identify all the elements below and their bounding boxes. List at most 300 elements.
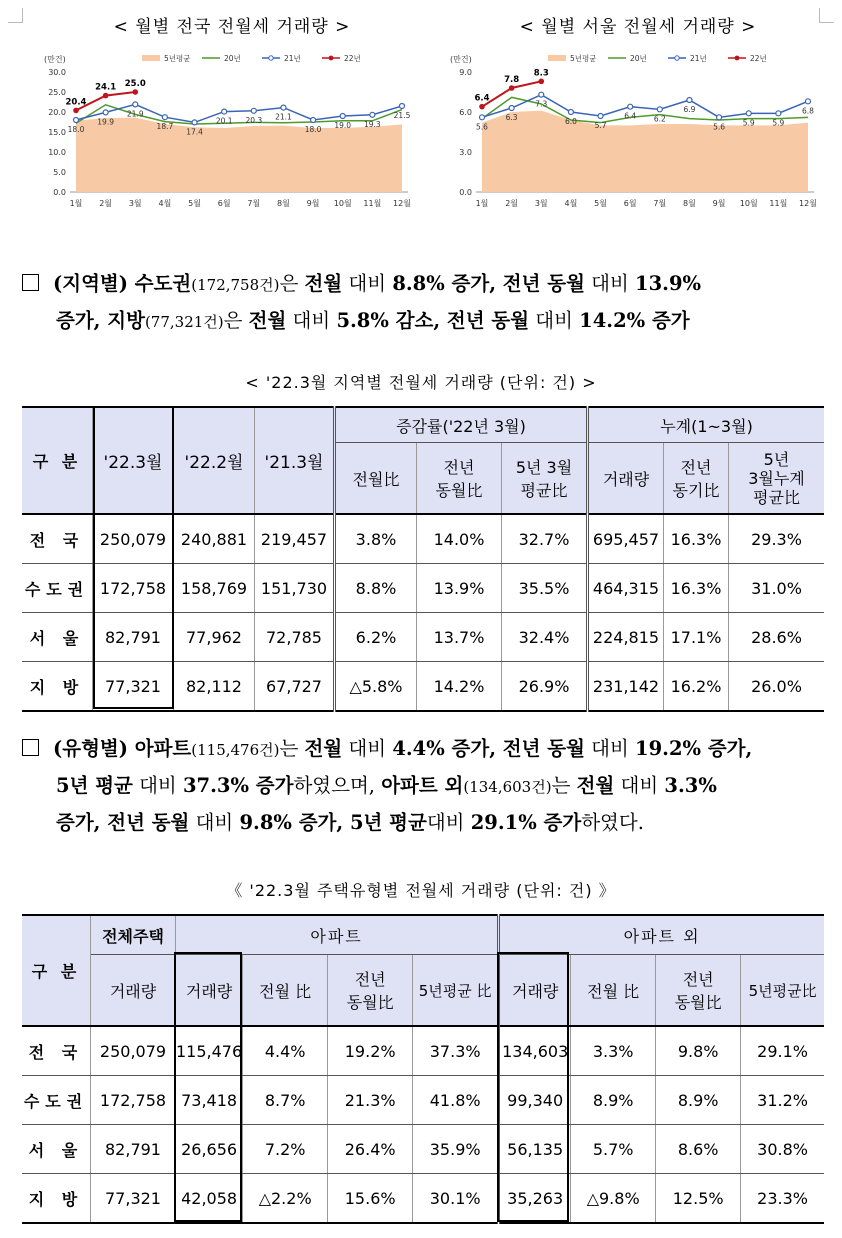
- point-2022: [103, 93, 109, 99]
- text-segment: 3.3%: [664, 774, 717, 797]
- header-line: 5년 3월: [515, 458, 573, 477]
- table-cell: 35.9%: [413, 1125, 499, 1174]
- table-cell: 158,769: [174, 564, 255, 613]
- y-tick-label: 0.0: [459, 188, 472, 197]
- text-segment: 14.2% 증가: [579, 309, 690, 332]
- table-cell: 30.1%: [413, 1174, 499, 1224]
- data-label-2021: 19.9: [97, 117, 114, 127]
- checkbox-bullet-icon: [22, 739, 39, 756]
- text-segment: 19.2% 증가,: [635, 737, 753, 760]
- row-label: 전 국: [22, 514, 93, 564]
- table-cell: 72,785: [255, 613, 335, 662]
- table-row: [22, 1125, 824, 1174]
- text-segment: 대비: [614, 774, 665, 797]
- table-cell: 464,315: [588, 564, 664, 613]
- table-cell: 35,263: [499, 1174, 571, 1224]
- table-cell: 8.9%: [571, 1076, 656, 1125]
- table-cell: 26.0%: [729, 662, 825, 712]
- data-label-2021: 7.3: [535, 99, 548, 109]
- table-cell: 82,791: [91, 1125, 176, 1174]
- header-line: 동월比: [674, 993, 722, 1012]
- table-cell: 172,758: [93, 564, 174, 613]
- table-cell: 16.3%: [664, 564, 729, 613]
- table-cell: 30.8%: [741, 1125, 824, 1174]
- text-segment: 5.8% 감소, 전년 동월: [336, 309, 530, 332]
- point-2021: [162, 115, 167, 120]
- table-cell: 21.3%: [328, 1076, 413, 1125]
- point-2022: [538, 79, 544, 85]
- x-tick-label: 4월: [564, 199, 578, 208]
- table-row: [22, 514, 824, 564]
- table-cell: 8.8%: [335, 564, 417, 613]
- header-non-count: 거래량: [499, 955, 571, 1027]
- table-cell: 28.6%: [729, 613, 825, 662]
- point-2021: [400, 104, 405, 109]
- table-cell: 56,135: [499, 1125, 571, 1174]
- point-2021: [717, 115, 722, 120]
- table-row: [22, 662, 824, 712]
- header-line: 평균比: [520, 481, 568, 500]
- table-row: [22, 613, 824, 662]
- text-segment: (지역별) 수도권: [53, 272, 192, 295]
- table-cell: 250,079: [93, 514, 174, 564]
- text-segment: 4.4% 증가, 전년 동월: [392, 737, 585, 760]
- legend-label: 22년: [750, 54, 767, 63]
- legend-marker: [675, 56, 679, 60]
- header-avg: [502, 443, 588, 515]
- data-label-2022: 6.4: [474, 93, 490, 104]
- y-tick-label: 30.0: [48, 68, 66, 77]
- table-cell: 26,656: [176, 1125, 243, 1174]
- row-label: 수도권: [22, 1076, 91, 1125]
- data-label-2021: 5.9: [772, 118, 785, 128]
- text-segment: 대비: [286, 309, 337, 332]
- data-label-2021: 20.3: [245, 115, 263, 125]
- summary-text: [56, 309, 690, 332]
- point-2021: [192, 120, 197, 125]
- table-cell: 42,058: [176, 1174, 243, 1224]
- summary-line-2: [22, 768, 822, 805]
- header-line: 동월比: [346, 993, 394, 1012]
- table-cell: 219,457: [255, 514, 335, 564]
- table-cell: 14.0%: [417, 514, 502, 564]
- text-segment: 전월: [248, 309, 287, 332]
- legend-label: 5년평균: [164, 54, 191, 63]
- summary-region: [22, 266, 822, 340]
- header-gubun: 구 분: [22, 915, 91, 1026]
- table-cell: △9.8%: [571, 1174, 656, 1224]
- data-label-2021: 5.9: [742, 118, 755, 128]
- table2-caption: 《 '22.3월 주택유형별 전월세 거래량 (단위: 건) 》: [226, 881, 616, 900]
- table-cell: △5.8%: [335, 662, 417, 712]
- point-2021: [311, 118, 316, 123]
- legend-label: 21년: [690, 54, 707, 63]
- data-label-2021: 6.0: [564, 117, 577, 126]
- table-cell: 3.8%: [335, 514, 417, 564]
- x-tick-label: 10월: [739, 199, 758, 208]
- summary-text: [56, 811, 644, 834]
- point-2021: [370, 112, 375, 117]
- y-tick-label: 10.0: [48, 148, 66, 157]
- table-cell: 8.7%: [243, 1076, 328, 1125]
- point-2021: [133, 102, 138, 107]
- regional-table: [22, 406, 824, 712]
- text-segment: (115,476건): [191, 741, 280, 759]
- table-cell: 134,603: [499, 1026, 571, 1076]
- x-tick-label: 4월: [158, 199, 172, 208]
- table-cell: 99,340: [499, 1076, 571, 1125]
- x-tick-label: 1월: [475, 199, 489, 208]
- summary-text: [56, 774, 717, 797]
- table-cell: 9.8%: [656, 1026, 741, 1076]
- table-cell: 73,418: [176, 1076, 243, 1125]
- table-cell: 77,321: [91, 1174, 176, 1224]
- y-tick-label: 0.0: [53, 188, 66, 197]
- point-2022: [509, 85, 515, 91]
- table-row: [22, 1076, 824, 1125]
- header-line: 5년: [763, 449, 790, 469]
- legend-swatch: [142, 55, 160, 61]
- table-cell: 4.4%: [243, 1026, 328, 1076]
- header-month: '21.3월: [255, 407, 335, 514]
- header-yoy: [417, 443, 502, 515]
- text-segment: 증가, 지방: [56, 309, 145, 332]
- table-cell: 17.1%: [664, 613, 729, 662]
- header-line: 전년: [443, 458, 475, 477]
- chart-seoul-monthly: [448, 12, 828, 222]
- x-tick-label: 5월: [594, 199, 607, 208]
- point-2022: [73, 108, 79, 114]
- chart-title: < 월별 전국 전월세 거래량 >: [113, 17, 351, 37]
- table-cell: 8.9%: [656, 1076, 741, 1125]
- table-cell: 26.9%: [502, 662, 588, 712]
- table-cell: 29.1%: [741, 1026, 824, 1076]
- header-non-yoy: [656, 955, 741, 1027]
- summary-line-3: [22, 805, 822, 841]
- legend-marker: [329, 56, 334, 61]
- data-label-2021: 18.7: [156, 122, 174, 132]
- summary-text: [53, 272, 701, 295]
- header-count: 거래량: [91, 955, 176, 1027]
- row-label: 서 울: [22, 613, 93, 662]
- table-cell: 14.2%: [417, 662, 502, 712]
- table-row: [22, 564, 824, 613]
- text-segment: (134,603건): [463, 778, 552, 796]
- header-cum-yoy: [664, 443, 729, 515]
- header-apartment: 아파트: [176, 915, 499, 955]
- data-label-2021: 6.4: [624, 111, 637, 121]
- text-segment: 전월: [304, 737, 343, 760]
- chart-svg: [448, 42, 828, 222]
- summary-line-2: [22, 303, 822, 340]
- text-segment: 하였다.: [581, 811, 644, 834]
- table-cell: 37.3%: [413, 1026, 499, 1076]
- legend-marker: [269, 56, 273, 60]
- header-line: 전년: [354, 970, 386, 989]
- text-segment: 전월: [576, 774, 615, 797]
- row-label: 서 울: [22, 1125, 91, 1174]
- row-label: 전 국: [22, 1026, 91, 1076]
- header-month: '22.3월: [93, 407, 174, 514]
- data-label-2021: 18.0: [304, 125, 322, 134]
- data-label-2021: 6.2: [653, 114, 666, 124]
- header-month: '22.2월: [174, 407, 255, 514]
- text-segment: 대비: [189, 811, 240, 834]
- data-label-2021: 21.5: [393, 111, 411, 120]
- text-segment: 는: [551, 774, 577, 797]
- data-label-2021: 5.7: [594, 121, 607, 130]
- data-label-2021: 5.6: [713, 122, 726, 132]
- table-cell: 13.9%: [417, 564, 502, 613]
- data-label-2022: 8.3: [533, 68, 549, 79]
- point-2021: [251, 108, 256, 113]
- x-tick-label: 2월: [505, 199, 519, 208]
- data-label-2022: 24.1: [95, 82, 117, 93]
- point-2021: [509, 106, 514, 111]
- header-line: 동월比: [435, 481, 483, 500]
- text-segment: 29.1% 증가: [470, 811, 582, 834]
- legend-marker: [735, 56, 740, 61]
- header-apt-yoy: [328, 955, 413, 1027]
- point-2021: [746, 111, 751, 116]
- header-line: 전년: [682, 970, 714, 989]
- table-cell: 16.3%: [664, 514, 729, 564]
- chart-title: < 월별 서울 전월세 거래량 >: [519, 17, 757, 37]
- point-2021: [806, 99, 811, 104]
- point-2021: [539, 92, 544, 97]
- data-label-2021: 6.3: [505, 113, 518, 122]
- unit-label: (만건): [44, 55, 66, 64]
- text-segment: (77,321건): [144, 313, 224, 331]
- x-tick-label: 8월: [277, 199, 290, 208]
- header-line: 평균比: [753, 487, 800, 507]
- x-tick-label: 2월: [99, 199, 113, 208]
- table-cell: 151,730: [255, 564, 335, 613]
- header-gubun: 구 분: [22, 407, 93, 514]
- x-tick-label: 10월: [333, 199, 352, 208]
- table-cell: 31.0%: [729, 564, 825, 613]
- data-label-2022: 25.0: [124, 79, 146, 89]
- x-tick-label: 3월: [534, 199, 548, 208]
- row-label: 수도권: [22, 564, 93, 613]
- text-segment: 대비: [132, 774, 183, 797]
- table-cell: 695,457: [588, 514, 664, 564]
- data-label-2021: 21.1: [275, 112, 292, 122]
- header-line: 동기比: [672, 481, 720, 500]
- table-cell: 240,881: [174, 514, 255, 564]
- point-2021: [480, 115, 485, 120]
- text-segment: 대비: [342, 272, 393, 295]
- x-tick-label: 1월: [69, 199, 83, 208]
- text-segment: (유형별) 아파트: [53, 737, 192, 760]
- data-label-2021: 19.3: [364, 119, 381, 129]
- table-cell: 5.7%: [571, 1125, 656, 1174]
- table1-caption: < '22.3월 지역별 전월세 거래량 (단위: 건) >: [245, 373, 597, 392]
- x-tick-label: 9월: [712, 199, 726, 208]
- point-2021: [776, 111, 781, 116]
- table-cell: 77,321: [93, 662, 174, 712]
- data-label-2021: 18.0: [67, 125, 85, 134]
- checkbox-bullet-icon: [22, 274, 39, 291]
- data-label-2021: 6.8: [802, 106, 814, 116]
- text-segment: 대비: [584, 272, 636, 295]
- x-tick-label: 5월: [188, 199, 201, 208]
- point-2022: [479, 104, 485, 110]
- table-row: [22, 1026, 824, 1076]
- legend-swatch: [548, 55, 566, 61]
- series-line-2022: [482, 81, 541, 106]
- chart-svg: [42, 42, 422, 222]
- text-segment: 대비: [426, 811, 471, 834]
- header-line: 3월누계: [748, 468, 805, 488]
- page-corner-mark: [8, 8, 23, 23]
- text-segment: 아파트 외: [381, 774, 464, 797]
- legend-label: 5년평균: [570, 54, 597, 63]
- header-apt-count: 거래량: [176, 955, 243, 1027]
- header-mom: 전월比: [335, 443, 417, 515]
- point-2021: [281, 105, 286, 110]
- text-segment: 8.8% 증가, 전년 동월: [392, 272, 585, 295]
- x-tick-label: 12월: [799, 199, 817, 208]
- point-2021: [598, 114, 603, 119]
- text-segment: 증가, 전년 동월: [56, 811, 190, 834]
- header-cum-avg: [729, 443, 825, 515]
- table-cell: 15.6%: [328, 1174, 413, 1224]
- housing-type-table: [22, 914, 824, 1224]
- text-segment: 대비: [584, 737, 636, 760]
- text-segment: 전월: [304, 272, 343, 295]
- text-segment: 9.8% 증가, 5년 평균: [239, 811, 427, 834]
- table-cell: 41.8%: [413, 1076, 499, 1125]
- header-apt-avg: 5년평균 比: [413, 955, 499, 1027]
- table-cell: 172,758: [91, 1076, 176, 1125]
- legend-label: 21년: [284, 54, 301, 63]
- row-label: 지 방: [22, 662, 93, 712]
- table-cell: 19.2%: [328, 1026, 413, 1076]
- table-cell: 3.3%: [571, 1026, 656, 1076]
- point-2021: [222, 109, 227, 114]
- y-tick-label: 15.0: [48, 128, 66, 137]
- text-segment: 는: [279, 737, 305, 760]
- row-label: 지 방: [22, 1174, 91, 1224]
- point-2021: [657, 107, 662, 112]
- text-segment: 하였으며,: [293, 774, 382, 797]
- x-tick-label: 11월: [363, 199, 382, 208]
- summary-line-1: [22, 731, 822, 768]
- x-tick-label: 6월: [623, 199, 637, 208]
- table-cell: 82,791: [93, 613, 174, 662]
- point-2021: [628, 104, 633, 109]
- legend-label: 20년: [630, 54, 647, 63]
- point-2021: [340, 114, 345, 119]
- table-cell: 8.6%: [656, 1125, 741, 1174]
- point-2021: [74, 118, 79, 123]
- x-tick-label: 9월: [306, 199, 320, 208]
- table-cell: 7.2%: [243, 1125, 328, 1174]
- text-segment: 대비: [342, 737, 393, 760]
- data-label-2022: 7.8: [504, 75, 520, 85]
- point-2021: [687, 98, 692, 103]
- table-cell: 32.4%: [502, 613, 588, 662]
- text-segment: 대비: [529, 309, 580, 332]
- summary-type: [22, 731, 822, 841]
- point-2021: [568, 110, 573, 115]
- text-segment: (172,758건): [191, 276, 280, 294]
- summary-line-1: [22, 266, 822, 303]
- table-cell: 115,476: [176, 1026, 243, 1076]
- x-tick-label: 3월: [128, 199, 142, 208]
- table-cell: △2.2%: [243, 1174, 328, 1224]
- header-non-apartment: 아파트 외: [499, 915, 824, 955]
- text-segment: 5년 평균: [56, 774, 133, 797]
- y-tick-label: 3.0: [459, 148, 472, 157]
- text-segment: 은: [279, 272, 305, 295]
- chart-national-monthly: [42, 12, 422, 222]
- x-tick-label: 7월: [653, 199, 667, 208]
- header-non-mom: 전월 比: [571, 955, 656, 1027]
- text-segment: 13.9%: [635, 272, 702, 295]
- header-non-avg: 5년평균比: [741, 955, 824, 1027]
- header-apt-mom: 전월 比: [243, 955, 328, 1027]
- summary-text: [53, 737, 752, 760]
- x-tick-label: 12월: [393, 199, 411, 208]
- table-cell: 82,112: [174, 662, 255, 712]
- x-tick-label: 11월: [769, 199, 788, 208]
- area-5yr-average: [482, 111, 808, 192]
- table-cell: 67,727: [255, 662, 335, 712]
- table-cell: 35.5%: [502, 564, 588, 613]
- data-label-2022: 20.4: [65, 97, 87, 108]
- table-row: [22, 1174, 824, 1224]
- data-label-2021: 17.4: [186, 127, 203, 137]
- table-cell: 6.2%: [335, 613, 417, 662]
- point-2022: [132, 89, 138, 95]
- y-tick-label: 25.0: [48, 88, 66, 97]
- point-2021: [103, 110, 108, 115]
- table-cell: 26.4%: [328, 1125, 413, 1174]
- table-cell: 13.7%: [417, 613, 502, 662]
- text-segment: 은: [223, 309, 249, 332]
- y-tick-label: 9.0: [459, 68, 472, 77]
- table-cell: 77,962: [174, 613, 255, 662]
- text-segment: 37.3% 증가: [182, 774, 294, 797]
- table-cell: 31.2%: [741, 1076, 824, 1125]
- data-label-2021: 5.6: [476, 122, 488, 132]
- y-tick-label: 20.0: [48, 108, 66, 117]
- legend-label: 20년: [224, 54, 241, 63]
- table-cell: 224,815: [588, 613, 664, 662]
- table-cell: 16.2%: [664, 662, 729, 712]
- header-cumulative: 누계(1~3월): [588, 407, 825, 443]
- x-tick-label: 8월: [683, 199, 696, 208]
- table-cell: 250,079: [91, 1026, 176, 1076]
- x-tick-label: 6월: [217, 199, 231, 208]
- unit-label: (만건): [450, 55, 472, 64]
- header-line: 전년: [680, 458, 712, 477]
- header-total: 전체주택: [91, 915, 176, 955]
- data-label-2021: 19.0: [334, 121, 352, 130]
- table-cell: 12.5%: [656, 1174, 741, 1224]
- header-count: 거래량: [588, 443, 664, 515]
- table-cell: 32.7%: [502, 514, 588, 564]
- data-label-2021: 21.9: [126, 109, 144, 119]
- data-label-2021: 20.1: [215, 116, 233, 126]
- table-cell: 231,142: [588, 662, 664, 712]
- y-tick-label: 5.0: [53, 168, 66, 177]
- y-tick-label: 6.0: [459, 108, 472, 117]
- data-label-2021: 6.9: [683, 105, 696, 114]
- x-tick-label: 7월: [247, 199, 261, 208]
